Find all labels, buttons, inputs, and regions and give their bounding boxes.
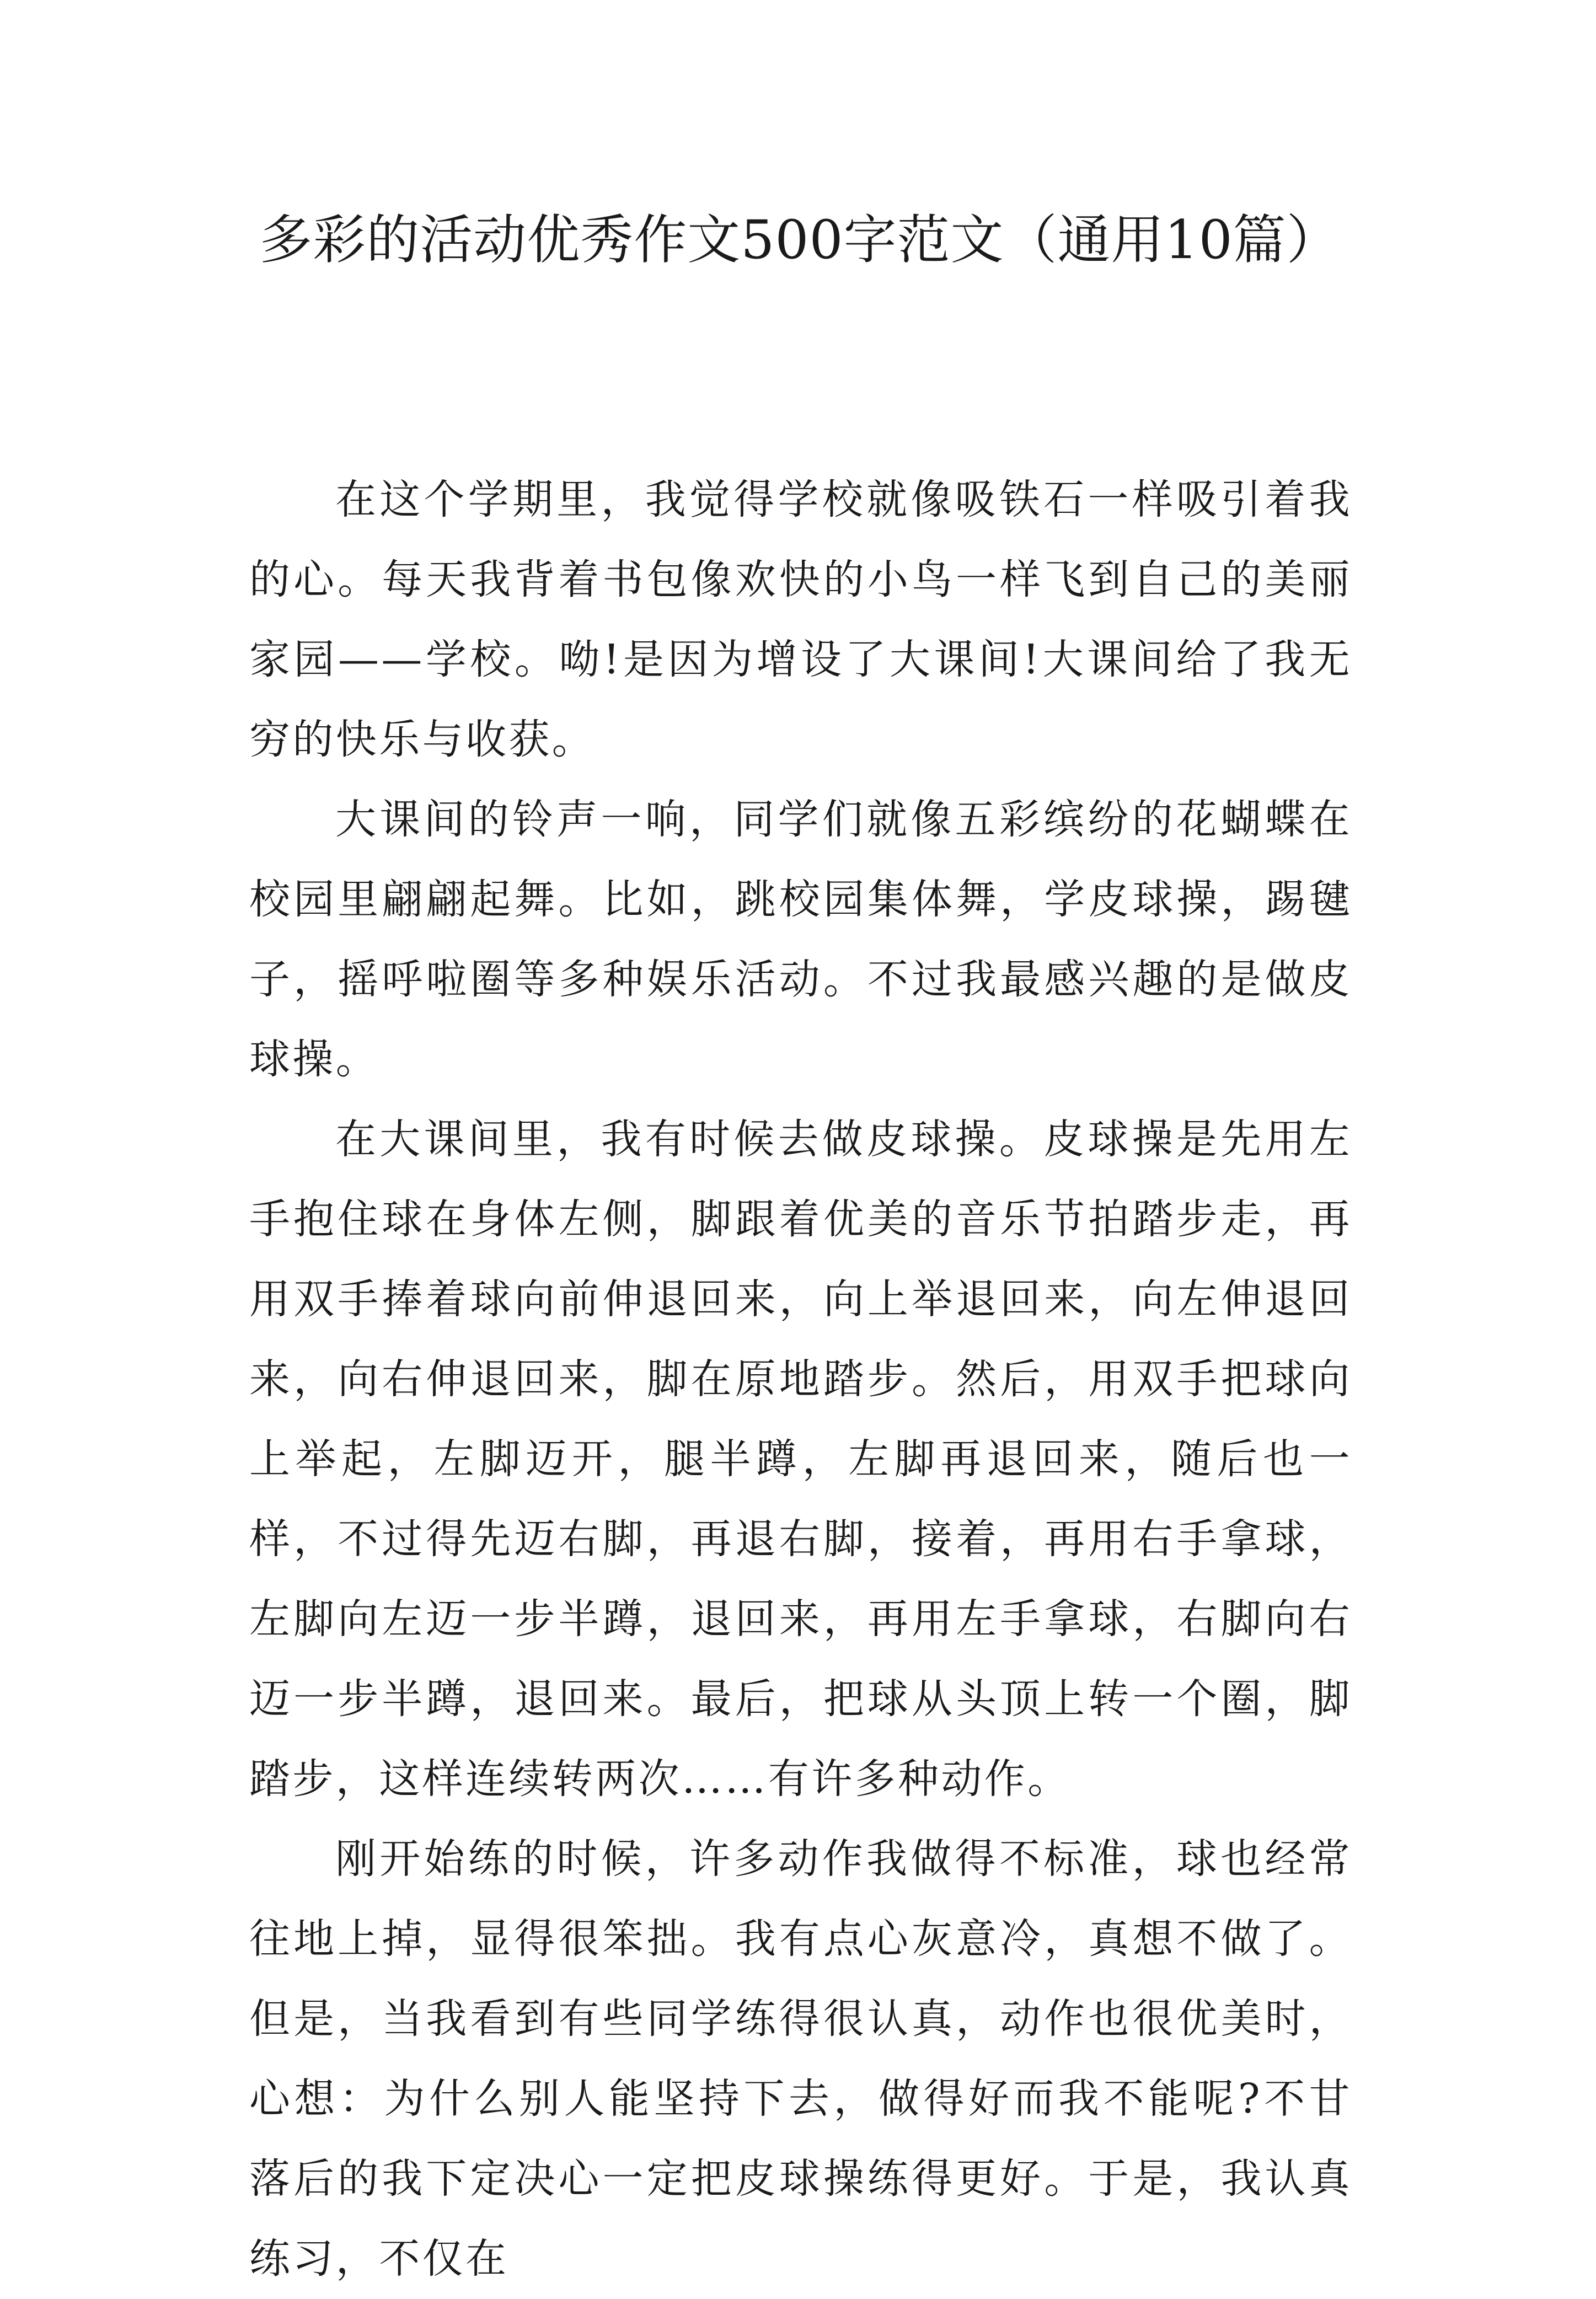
document-title: 多彩的活动优秀作文500字范文（通用10篇） xyxy=(259,209,1340,271)
paragraph-4: 刚开始练的时候，许多动作我做得不标准，球也经常往地上掉，显得很笨拙。我有点心灰意冷，真想不做了。但是，当我看到有些同学练得很认真，动作也很优美时，心想：为什么别人能坚持下去，做得好而我不能呢?不甘落后的我下定决心一定把皮球操练得更好。于是，我认真练习，不仅在 xyxy=(249,1835,1352,2282)
paragraph-2: 大课间的铃声一响，同学们就像五彩缤纷的花蝴蝶在校园里翩翩起舞。比如，跳校园集体舞，学皮球操，踢毽子，摇呼啦圈等多种娱乐活动。不过我最感兴趣的是做皮球操。 xyxy=(249,796,1352,1083)
paragraph-1: 在这个学期里，我觉得学校就像吸铁石一样吸引着我的心。每天我背着书包像欢快的小鸟一样飞到自己的美丽家园——学校。呦!是因为增设了大课间!大课间给了我无穷的快乐与收获。 xyxy=(249,476,1352,763)
document-body xyxy=(249,460,1352,2299)
paragraph-3: 在大课间里，我有时候去做皮球操。皮球操是先用左手抱住球在身体左侧，脚跟着优美的音乐节拍踏步走，再用双手捧着球向前伸退回来，向上举退回来，向左伸退回来，向右伸退回来，脚在原地踏步。然后，用双手把球向上举起，左脚迈开，腿半蹲，左脚再退回来，随后也一样，不过得先迈右脚，再退右脚，接着，再用右手拿球，左脚向左迈一步半蹲，退回来，再用左手拿球，右脚向右迈一步半蹲，退回来。最后，把球从头顶上转一个圈，脚踏步，这样连续转两次……有许多种动作。 xyxy=(249,1116,1352,1803)
